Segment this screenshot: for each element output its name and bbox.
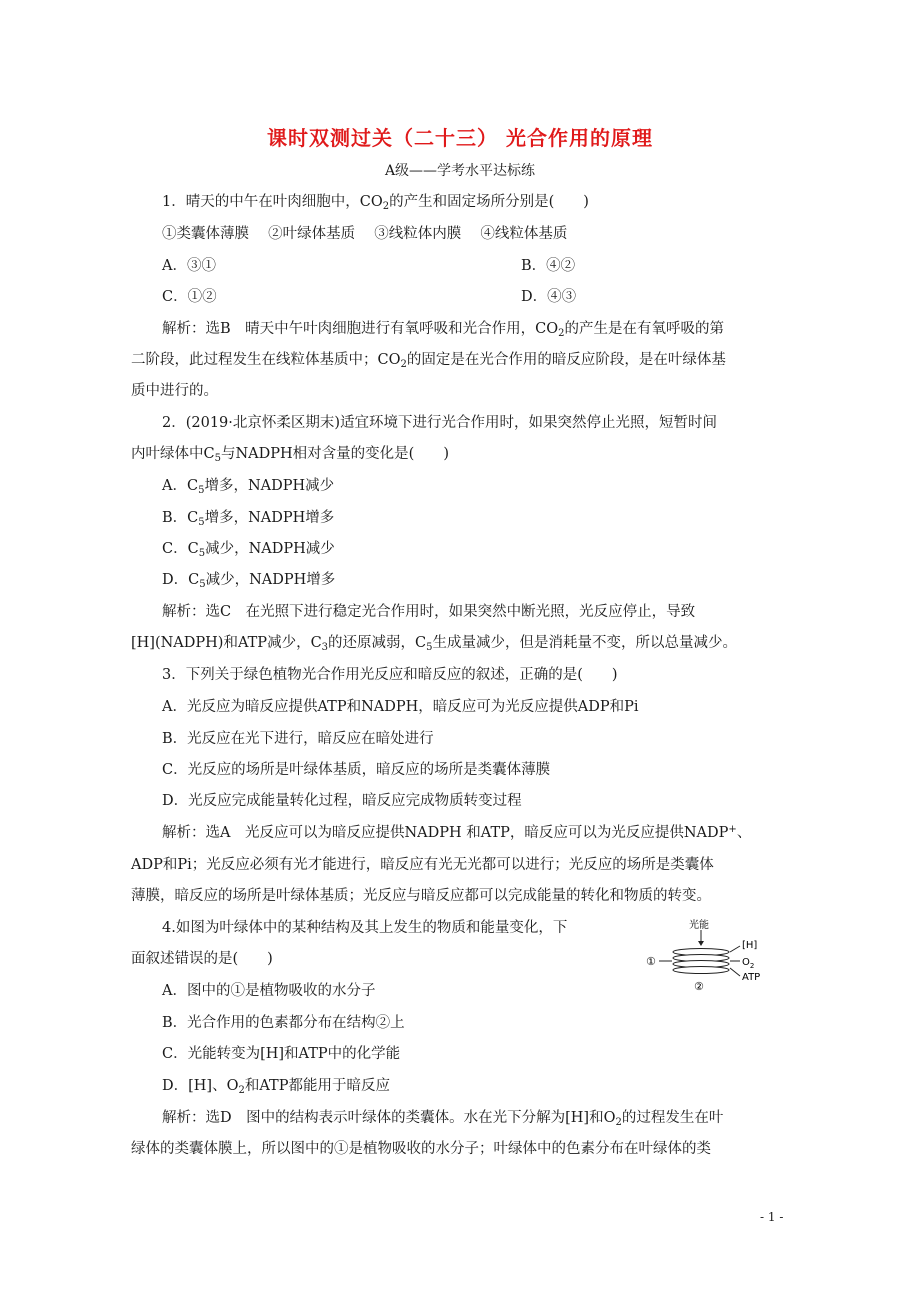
q1-analysis-line1: 解析：选B 晴天中午叶肉细胞进行有氧呼吸和光合作用，$CO_2$的产生是在有氧呼吸的第 [162,321,725,339]
q2-option-b: B．$C_5$增多，NADPH增多 [162,510,335,528]
q4-stem-line1: 4.如图为叶绿体中的某种结构及其上发生的物质和能量变化，下 [162,920,568,936]
q1-stem: 1．晴天的中午在叶肉细胞中，$CO_2$的产生和固定场所分别是( ) [162,194,589,212]
q4-analysis-line1: 解析：选D 图中的结构表示叶绿体的类囊体。水在光下分解为[H]和$O_2$的过程发生在叶 [162,1110,724,1128]
q2-stem-line1: 2．(2019·北京怀柔区期末)适宜环境下进行光合作用时，如果突然停止光照，短暂时间 [162,415,718,431]
q4-option-c: C．光能转变为[H]和ATP中的化学能 [162,1046,401,1062]
figure-label-h: [H] [742,940,758,951]
atp-arrow [730,968,740,976]
q3-option-c: C．光反应的场所是叶绿体基质，暗反应的场所是类囊体薄膜 [162,762,551,778]
figure-label-light-energy: 光能 [689,920,709,931]
q1-option-c: C．①② [162,289,217,305]
q2-stem-line2: 内叶绿体中$C_5$与NADPH相对含量的变化是( ) [131,446,449,464]
figure-label-atp: ATP [742,972,761,983]
figure-label-2: ② [694,980,704,993]
q3-analysis-line3: 薄膜，暗反应的场所是叶绿体基质；光反应与暗反应都可以完成能量的转化和物质的转变。 [131,888,711,904]
q3-option-d: D．光反应完成能量转化过程，暗反应完成物质转变过程 [162,793,522,809]
figure-label-o2: $O_2$ [742,957,755,970]
q4-stem-line2: 面叙述错误的是( ) [131,951,273,967]
q2-option-c: C．$C_5$减少，NADPH减少 [162,541,335,559]
q2-option-a: A．$C_5$增多，NADPH减少 [162,478,335,496]
h-arrow [730,946,740,952]
q2-analysis-line2: [H](NADPH)和ATP减少，$C_3$的还原减弱，$C_5$生成量减少，但是消耗量不变，所以总量减少。 [131,635,738,653]
q4-option-d: D．[H]、$O_2$和ATP都能用于暗反应 [162,1078,390,1096]
q4-option-b: B．光合作用的色素都分布在结构②上 [162,1015,405,1031]
q1-option-b: B．④② [521,258,576,274]
figure-label-1: ① [646,955,656,968]
page-title: 课时双测过关（二十三） 光合作用的原理 [267,126,653,150]
q3-analysis-line1: 解析：选A 光反应可以为暗反应提供NADPH 和ATP，暗反应可以为光反应提供NADP+、 [162,824,752,841]
thylakoid-diagram [640,916,775,994]
light-arrowhead [698,941,704,946]
page-number: - 1 - [760,1210,784,1224]
q2-option-d: D．$C_5$减少，NADPH增多 [162,572,336,590]
q4-analysis-line2: 绿体的类囊体膜上，所以图中的①是植物吸收的水分子；叶绿体中的色素分布在叶绿体的类 [131,1141,711,1157]
q3-stem: 3．下列关于绿色植物光合作用光反应和暗反应的叙述，正确的是( ) [162,667,618,683]
thylakoid-stack [673,949,729,974]
q3-analysis-line2: ADP和Pi；光反应必须有光才能进行，暗反应有光无光都可以进行；光反应的场所是类囊体 [131,857,714,873]
section-heading: A级——学考水平达标练 [384,163,536,179]
q1-option-a: A．③① [162,258,216,274]
q1-analysis-line3: 质中进行的。 [131,383,218,399]
q1-option-d: D．④③ [521,289,577,305]
q4-option-a: A．图中的①是植物吸收的水分子 [162,983,376,999]
q1-items: ①类囊体薄膜 ②叶绿体基质 ③线粒体内膜 ④线粒体基质 [162,226,568,242]
q3-option-b: B．光反应在光下进行，暗反应在暗处进行 [162,731,434,747]
q3-option-a: A．光反应为暗反应提供ATP和NADPH，暗反应可为光反应提供ADP和Pi [162,699,639,715]
q1-analysis-line2: 二阶段，此过程发生在线粒体基质中；$CO_2$的固定是在光合作用的暗反应阶段，是在叶绿体基 [131,352,726,370]
q2-analysis-line1: 解析：选C 在光照下进行稳定光合作用时，如果突然中断光照，光反应停止，导致 [162,604,696,620]
